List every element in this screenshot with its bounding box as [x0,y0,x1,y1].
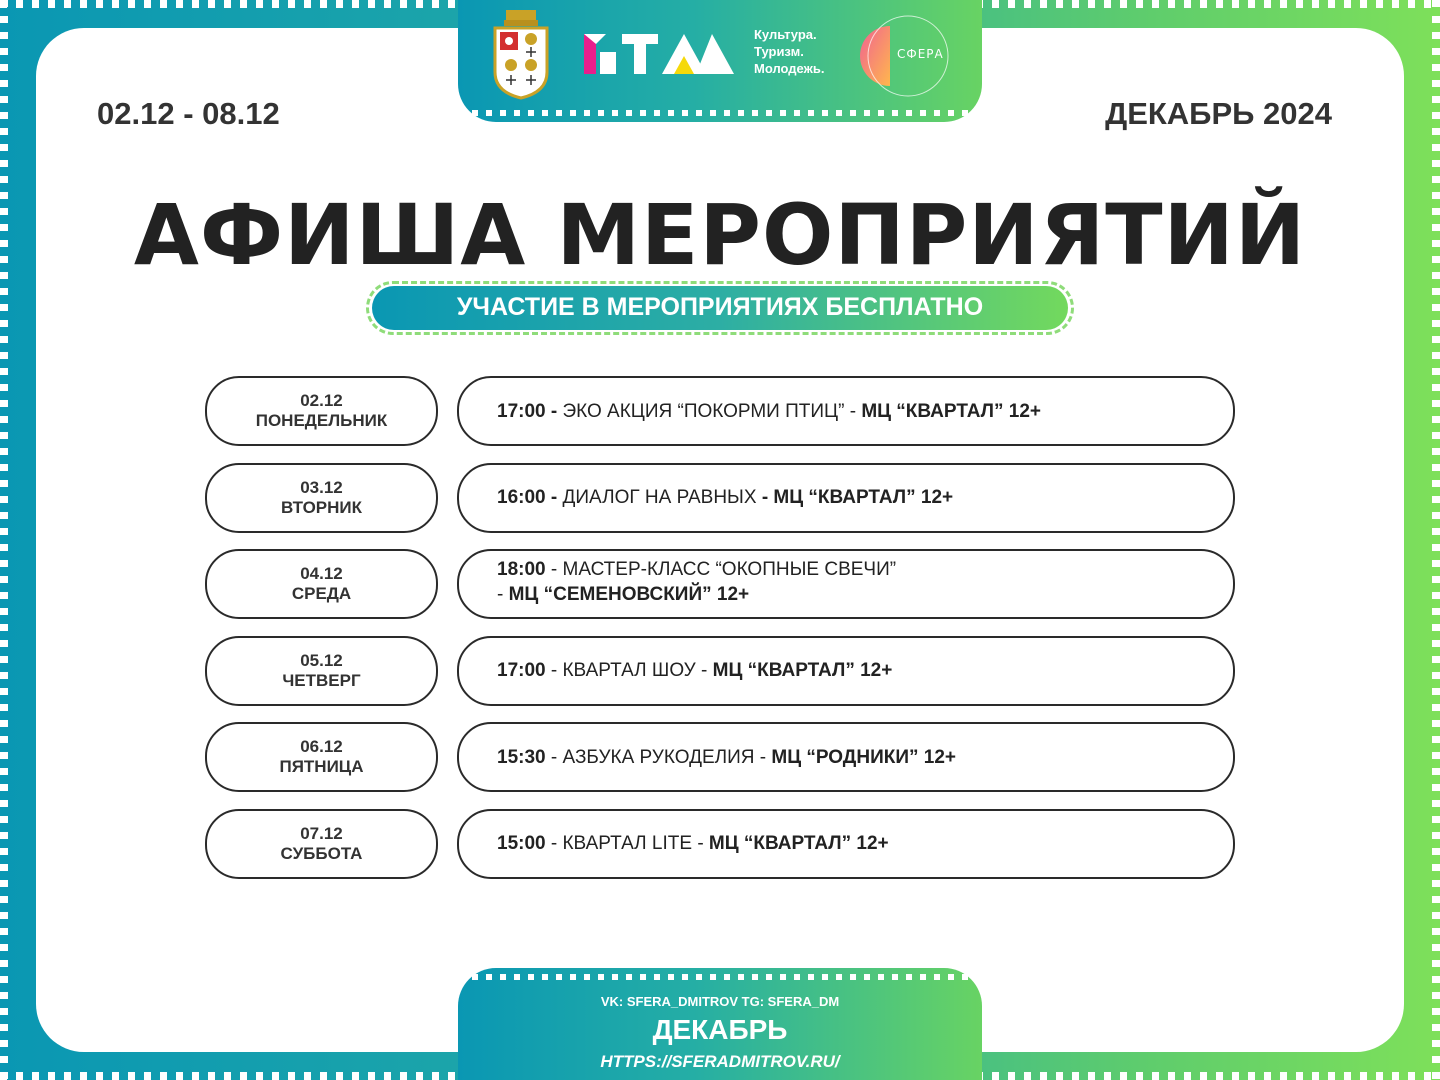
day-pill [205,809,438,879]
sfera-label: СФЕРА [897,47,944,61]
day-weekday: ПЯТНИЦА [279,757,364,776]
event-time: 17:00 - [497,400,558,422]
day-date: 02.12 [300,391,343,410]
day-weekday: СРЕДА [291,584,352,603]
btm-logo-icon [584,28,734,78]
tagline-line: Молодежь. [754,61,825,76]
event-pill [457,463,1235,533]
day-weekday: ВТОРНИК [280,497,363,517]
day-pill [205,722,438,792]
event-time: 16:00 - [497,487,558,508]
day-date: 06.12 [300,737,343,756]
event-place: МЦ “КВАРТАЛ” 12+ [708,833,889,854]
event-name: ДИАЛОГ НА РАВНЫХ [557,487,762,508]
event-pill [457,809,1235,879]
event-name: ЭКО АКЦИЯ “ПОКОРМИ ПТИЦ” - [557,400,862,422]
tagline [754,26,854,77]
day-pill [205,636,438,706]
event-place: МЦ “СЕМЕНОВСКИЙ” 12+ [508,584,750,605]
event-pill [457,549,1235,619]
day-weekday: ЧЕТВЕРГ [282,670,361,690]
footer-month: ДЕКАБРЬ [652,1014,788,1045]
social-handles: VK: SFERA_DMITROV TG: SFERA_DM [600,994,840,1009]
free-entry-banner [372,286,1068,330]
free-entry-text: УЧАСТИЕ В МЕРОПРИЯТИЯХ БЕСПЛАТНО [456,293,984,321]
website-link[interactable]: HTTPS://SFERADMITROV.RU/ [600,1052,840,1071]
page-title: АФИША МЕРОПРИЯТИЙ [133,186,1307,284]
day-pill [205,463,438,533]
perforation-left [0,0,8,1080]
poster-card [36,28,1404,1052]
month-year: ДЕКАБРЬ 2024 [1105,96,1332,131]
tagline-line: Туризм. [754,44,804,59]
event-place: - МЦ “КВАРТАЛ” 12+ [761,487,954,508]
coat-of-arms-icon [492,10,550,100]
day-pill [205,549,438,619]
day-date: 07.12 [300,823,343,843]
event-name: - КВАРТАЛ ШОУ - [545,660,713,681]
event-place: МЦ “КВАРТАЛ” 12+ [712,660,893,681]
event-place: МЦ “КВАРТАЛ” 12+ [861,400,1042,422]
event-name: - МАСТЕР-КЛАСС “ОКОПНЫЕ СВЕЧИ” [545,559,897,580]
event-pill [457,722,1235,792]
event-name: - АЗБУКА РУКОДЕЛИЯ - [545,746,772,768]
perforation-right [1432,0,1440,1080]
week-range: 02.12 - 08.12 [97,96,280,131]
day-weekday: СУББОТА [280,843,363,863]
event-time: 15:00 [497,833,546,854]
event-name-cont: - [497,584,509,605]
event-name: - КВАРТАЛ LITE - [545,833,709,854]
day-weekday: ПОНЕДЕЛЬНИК [255,411,388,430]
event-pill [457,636,1235,706]
event-time: 17:00 [497,660,546,681]
event-time: 15:30 [497,746,546,768]
event-time: 18:00 [497,559,546,580]
day-pill [205,376,438,446]
day-date: 05.12 [300,650,343,670]
event-pill [457,376,1235,446]
event-place: МЦ “РОДНИКИ” 12+ [771,746,956,768]
day-date: 03.12 [300,477,343,497]
tagline-line: Культура. [754,27,817,42]
day-date: 04.12 [300,564,343,583]
footer-tab [458,968,982,1080]
